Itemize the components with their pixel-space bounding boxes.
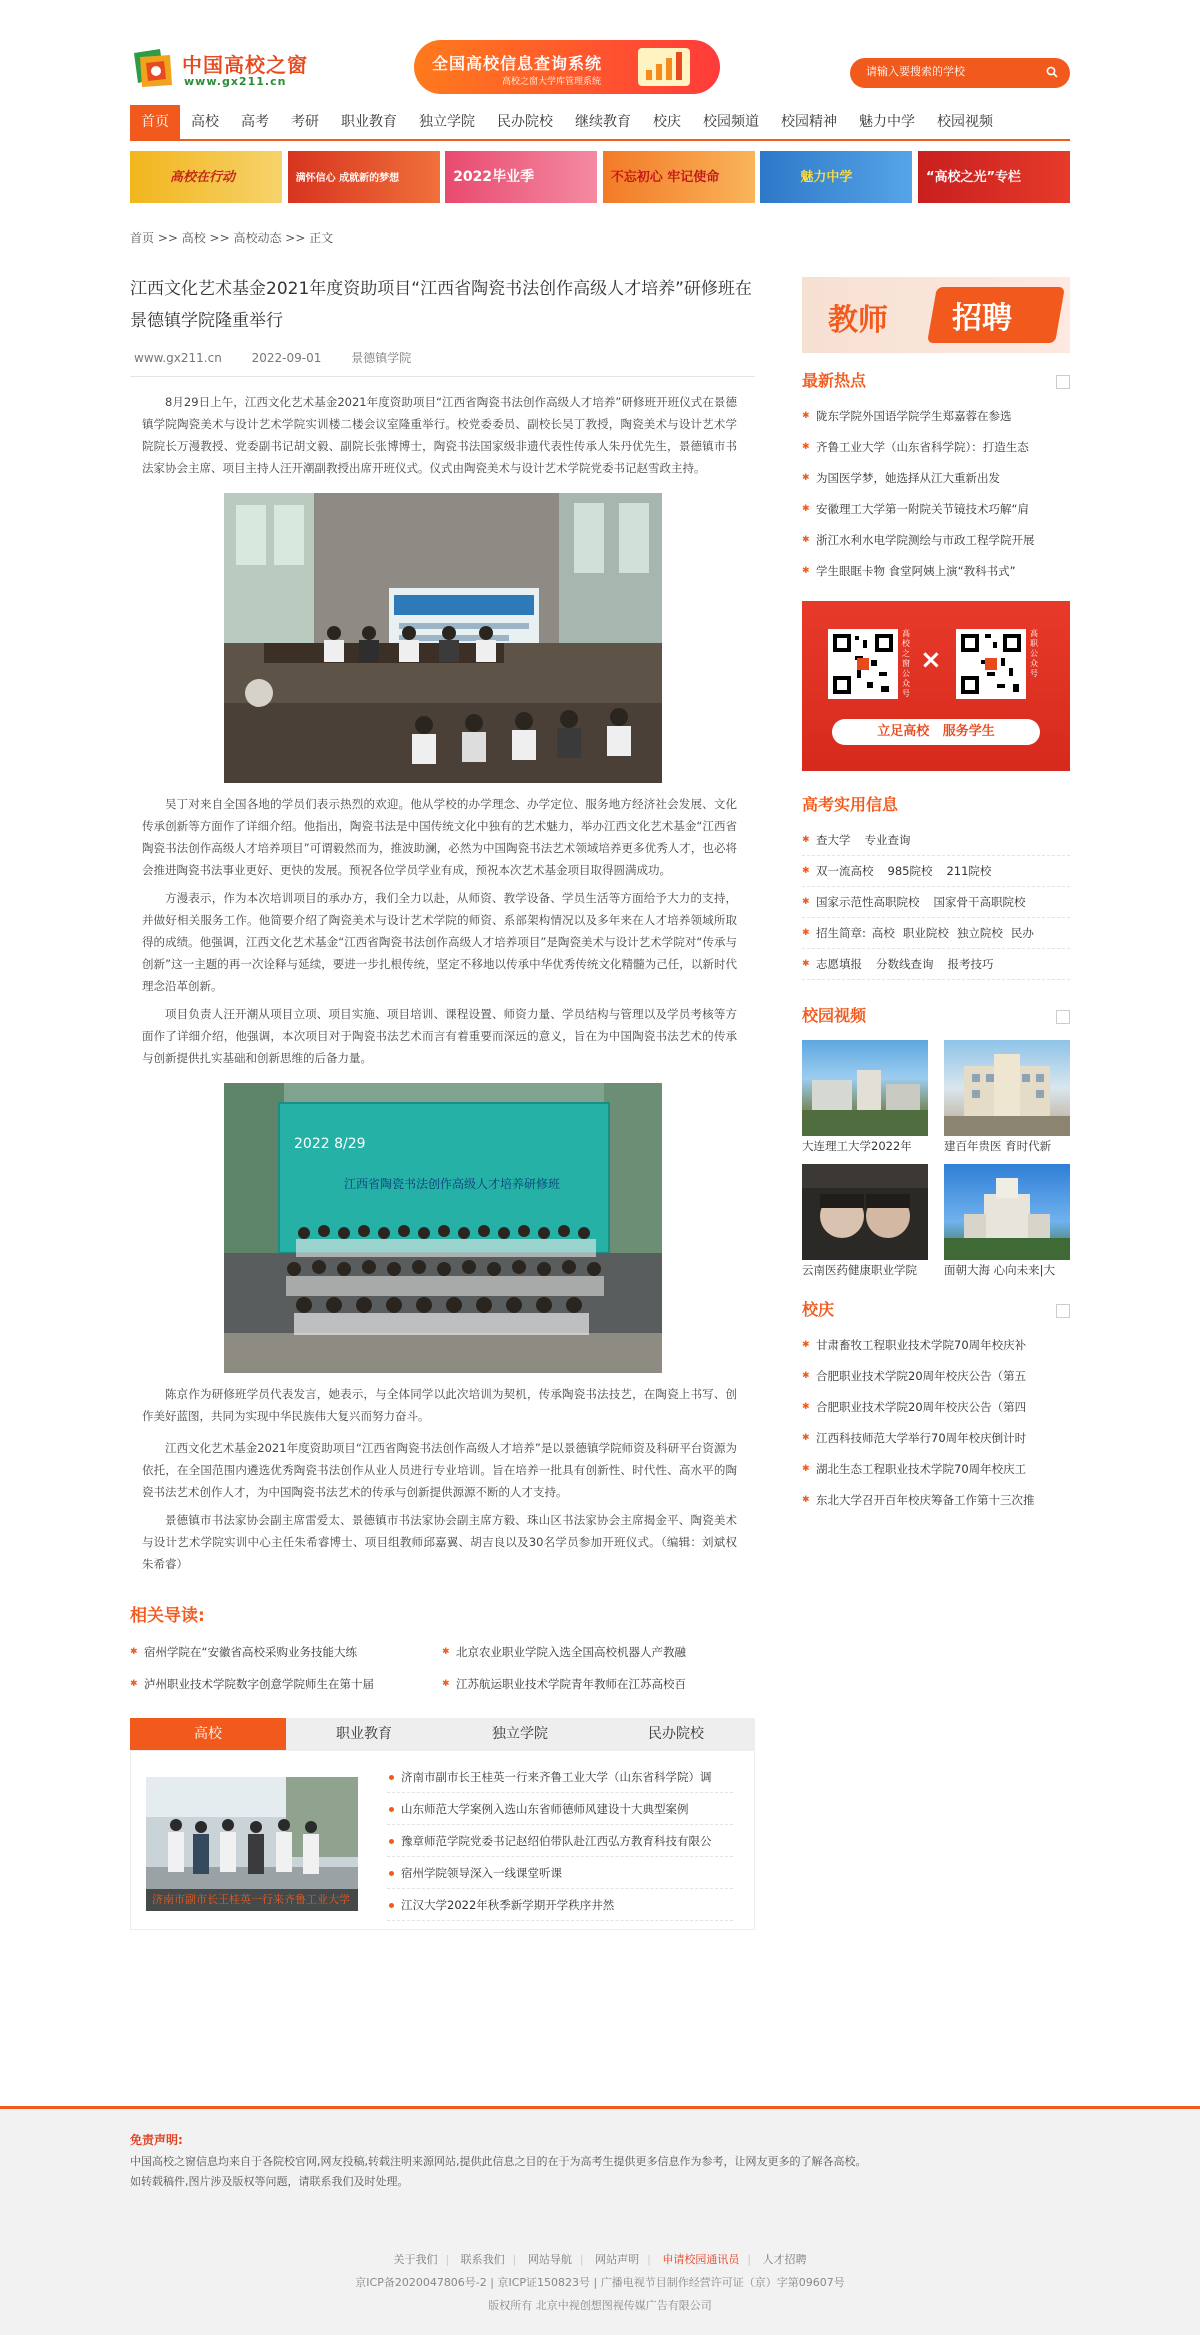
qr-slogan-a: 立足高校 — [877, 724, 930, 739]
teacher-recruit-ad[interactable] — [802, 277, 1070, 353]
anniversary-list — [802, 1330, 1070, 1516]
sidebar — [802, 265, 1070, 1516]
tab-news-list — [387, 1761, 733, 1921]
ad-strip — [130, 151, 1070, 203]
footer-link-statement[interactable]: 网站声明 — [595, 2253, 640, 2266]
list-item[interactable]: ✱ 湖北生态工程职业技术学院70周年校庆工 — [802, 1454, 1070, 1485]
nav-gaoxiao[interactable]: 高校 — [191, 114, 219, 130]
related-reading — [130, 1601, 755, 1700]
hot-news-title: 最新热点 — [802, 371, 867, 390]
tab-feature-image[interactable] — [146, 1777, 358, 1911]
hot-news-list — [802, 401, 1070, 587]
paragraph: 方漫表示，作为本次培训项目的承办方，我们全力以赴，从师资、教学设备、学员生活等方面给予大力的支持，并做好相关服务工作。他简要介绍了陶瓷美术与设计艺术学院的师资、系部架构情况以及多年来在人才培养领域所取得的成绩。他强调，江西文化艺术基金“江西省陶瓷书法创作高级人才培养项目”是陶瓷美术与设计艺术学院对“传承与创新”这一主题的再一次诠释与延续，要进一步扎根传统，坚定不移地以传承中华优秀传统文化精髓为己任，以新时代理念沿革创新。 — [142, 891, 737, 993]
more-icon[interactable] — [1056, 375, 1070, 389]
related-link[interactable]: ✱ 泸州职业技术学院数字创意学院师生在第十届 — [130, 1668, 442, 1700]
list-item[interactable]: ✱ 江西科技师范大学举行70周年校庆倒计时 — [802, 1423, 1070, 1454]
nav-anniversary[interactable]: 校庆 — [653, 114, 681, 130]
logo-url: www.gx211.cn — [184, 75, 287, 88]
gaokao-link[interactable]: 志愿填报 — [816, 957, 862, 971]
list-item[interactable]: ✱ 甘肃畜牧工程职业技术学院70周年校庆补 — [802, 1330, 1070, 1361]
nav-private[interactable]: 民办院校 — [497, 114, 553, 130]
main-column — [130, 265, 755, 1930]
paragraph: 吴丁对来自全国各地的学员们表示热烈的欢迎。他从学校的办学理念、办学定位、服务地方经济社会发展、文化传承创新等方面作了详细介绍。他指出，陶瓷书法是中国传统文化中独有的艺术魅力，举办江西文化艺术基金“江西省陶瓷书法创作高级人才培养项目”可谓毅然而为，推波助澜，必然为中国陶瓷书法艺术领域培养更多优秀人才，也必将会推进陶瓷书法事业更好、更快的发展。预祝各位学员学业有成，预祝本次艺术基金项目取得圆满成功。 — [142, 797, 737, 877]
search-icon[interactable] — [1046, 66, 1058, 78]
ad-recruit-text: 招聘 — [952, 301, 1012, 336]
nav-home[interactable]: 首页 — [130, 105, 180, 139]
related-link[interactable]: ✱ 宿州学院在“安徽省高校采购业务技能大练 — [130, 1636, 442, 1668]
site-header — [130, 0, 1070, 105]
list-item — [802, 887, 1070, 918]
video-thumbnail — [802, 1040, 928, 1136]
list-item[interactable]: ✱ 为国医学梦，她选择从江大重新出发 — [802, 463, 1070, 494]
article-title: 江西文化艺术基金2021年度资助项目“江西省陶瓷书法创作高级人才培养”研修班在景德镇学院隆重举行 — [130, 279, 752, 331]
logo-icon — [130, 47, 176, 89]
gaokao-link[interactable]: 国家骨干高职院校 — [933, 895, 1026, 909]
list-item — [802, 918, 1070, 949]
logo-title: 中国高校之窗 — [182, 53, 308, 77]
banner-title: 全国高校信息查询系统 — [432, 54, 603, 73]
thumb-illustration — [802, 1040, 928, 1136]
footer-link-contact[interactable]: 联系我们 — [460, 2253, 505, 2266]
nav-independent[interactable]: 独立学院 — [419, 114, 475, 130]
video-grid — [802, 1040, 1070, 1288]
ad-banner-3[interactable]: 2022毕业季 — [445, 151, 597, 203]
list-item[interactable]: ✱ 浙江水利水电学院测绘与市政工程学院开展 — [802, 525, 1070, 556]
thumb-illustration — [944, 1040, 1070, 1136]
footer-link-correspondent[interactable]: 申请校园通讯员 — [662, 2253, 740, 2266]
gaokao-link[interactable]: 职业院校 — [902, 926, 949, 940]
disclaimer-title: 免责声明: — [130, 2133, 183, 2147]
list-item[interactable]: ✱ 齐鲁工业大学（山东省科学院）：打造生态 — [802, 432, 1070, 463]
video-title: 云南医药健康职业学院 — [802, 1263, 917, 1277]
article-meta — [130, 349, 755, 377]
gaokao-link[interactable]: 报考技巧 — [947, 957, 994, 971]
article-photo-meeting — [224, 493, 662, 783]
video-thumbnail — [944, 1040, 1070, 1136]
footer-links: 关于我们 | 联系我们 | 网站导航 | 网站声明 | 申请校园通讯员 | 人才招聘 — [393, 2253, 807, 2266]
banner-sign: 江西省陶瓷书法创作高级人才培养研修班 — [343, 1177, 560, 1191]
article-author: 景德镇学院 — [351, 351, 412, 365]
tab-panel — [130, 1750, 755, 1930]
banner-subtitle: 高校之窗大学库管理系统 — [502, 77, 602, 87]
gaokao-info-header — [802, 785, 1070, 825]
paragraph: 景德镇市书法家协会副主席雷爱太、景德镇市书法家协会副主席方毅、珠山区书法家协会主席揭金平、陶瓷美术与设计艺术学院实训中心主任朱希睿博士、项目组教师邱嘉翼、胡吉良以及30名学员参加开班仪式。（编辑：刘斌权 朱希睿） — [142, 1513, 737, 1571]
nav-middle-school[interactable]: 魅力中学 — [859, 114, 915, 130]
paragraph: 陈京作为研修班学员代表发言，她表示，与全体同学以此次培训为契机，传承陶瓷书法技艺，在陶瓷上书写、创作美好蓝图，共同为实现中华民族伟大复兴而努力奋斗。 — [142, 1387, 737, 1423]
gaokao-link[interactable]: 分数线查询 — [876, 957, 934, 971]
article-photo-group — [224, 1083, 662, 1373]
gaokao-link[interactable]: 独立院校 — [956, 926, 1003, 940]
qr-code-right — [956, 629, 1026, 699]
video-title: 面朝大海 心向未来|大 — [944, 1263, 1056, 1277]
query-system-banner[interactable] — [414, 40, 720, 94]
more-icon[interactable] — [1056, 1304, 1070, 1318]
paragraph: 江西文化艺术基金2021年度资助项目“江西省陶瓷书法创作高级人才培养”是以景德镇学院师资及科研平台资源为依托，在全国范围内遴选优秀陶瓷书法创作从业人员进行专业培训。旨在培养一批具有创新性、时代性、高水平的陶瓷书法艺术创作人才，为中国陶瓷书法艺术的传承与创新提供源源不断的人才支持。 — [142, 1441, 737, 1499]
list-item — [802, 856, 1070, 887]
category-tabs — [130, 1718, 755, 1750]
disclaimer-text: 如转载稿件,图片涉及版权等问题，请联系我们及时处理。 — [130, 2175, 409, 2188]
gaokao-link[interactable]: 高校 — [871, 926, 895, 940]
list-item — [802, 949, 1070, 980]
thumb-illustration — [802, 1164, 928, 1260]
video-title: 建百年贵医 育时代新 — [944, 1139, 1052, 1153]
list-item[interactable]: 济南市副市长王桂英一行来齐鲁工业大学（山东省科学院）调 — [387, 1761, 733, 1793]
gaokao-link[interactable]: 国家示范性高职院校 — [816, 895, 920, 909]
gaokao-info-list — [802, 825, 1070, 980]
article-date: 2022-09-01 — [251, 351, 322, 365]
nav-vocational[interactable]: 职业教育 — [341, 114, 397, 130]
banner-date: 2022 8/29 — [293, 1136, 366, 1152]
qr-code-ad[interactable] — [802, 601, 1070, 771]
ad-banner-6[interactable]: “高校之光”专栏 — [918, 151, 1070, 203]
video-card[interactable] — [802, 1164, 928, 1280]
thumb-illustration — [944, 1164, 1070, 1260]
chart-icon — [638, 48, 690, 86]
anniversary-header — [802, 1290, 1070, 1330]
footer-link-about[interactable]: 关于我们 — [393, 2253, 438, 2266]
search-box — [850, 58, 1070, 88]
campus-video-header — [802, 996, 1070, 1036]
ad-banner-4[interactable]: 不忘初心 牢记使命 — [603, 151, 755, 203]
qr-code-left — [828, 629, 898, 699]
qr-left-label: 高校之窗公众号 — [902, 629, 910, 698]
gaokao-link[interactable]: 211院校 — [946, 864, 992, 878]
article-body — [130, 391, 755, 1575]
list-item[interactable]: 宿州学院领导深入一线课堂听课 — [387, 1857, 733, 1889]
list-item[interactable]: ✱ 合肥职业技术学院20周年校庆公告（第四 — [802, 1392, 1070, 1423]
footer-link-jobs[interactable]: 人才招聘 — [762, 2253, 807, 2266]
list-item[interactable]: ✱ 安徽理工大学第一附院关节镜技术巧解“肩 — [802, 494, 1070, 525]
copyright: 版权所有 北京中视创想图视传媒广告有限公司 — [488, 2299, 712, 2312]
gaokao-link[interactable]: 双一流高校 — [816, 864, 874, 878]
paragraph: 8月29日上午，江西文化艺术基金2021年度资助项目“江西省陶瓷书法创作高级人才培养”研修班开班仪式在景德镇学院陶瓷美术与设计艺术学院实训楼二楼会议室隆重举行。校党委委员、副校长吴丁教授，陶瓷美术与设计艺术学院院长万漫教授、党委副书记胡文毅、副院长张博博士，陶瓷书法国家级非遗代表性传承人朱丹优先生，景德镇市书法家协会主席、项目主持人汪开潮副教授出席开班仪式。仪式由陶瓷美术与设计艺术学院党委书记赵雪政主持。 — [142, 395, 737, 475]
video-thumbnail — [944, 1164, 1070, 1260]
ad-banner-2[interactable]: 满怀信心 成就新的梦想 — [288, 151, 440, 203]
ad-teacher-text: 教师 — [828, 303, 888, 338]
list-item[interactable]: 豫章师范学院党委书记赵绍伯带队赴江西弘方教育科技有限公 — [387, 1825, 733, 1857]
nav-campus-video[interactable]: 校园视频 — [937, 114, 993, 130]
campus-video-title: 校园视频 — [802, 1006, 867, 1025]
list-item[interactable]: 山东师范大学案例入选山东省师德师风建设十大典型案例 — [387, 1793, 733, 1825]
qr-icon — [831, 632, 895, 696]
nav-campus-spirit[interactable]: 校园精神 — [781, 114, 837, 130]
related-list — [130, 1636, 755, 1700]
video-card[interactable] — [944, 1040, 1070, 1156]
nav-kaoyan[interactable]: 考研 — [291, 114, 319, 130]
tab-independent[interactable]: 独立学院 — [492, 1726, 548, 1742]
meeting-photo-illustration — [224, 493, 662, 783]
related-title: 相关导读: — [130, 1606, 205, 1626]
main-nav — [130, 105, 1070, 141]
ad-banner-5[interactable]: 魅力中学 — [760, 151, 912, 203]
icp-info: 京ICP备2020047806号-2 | 京ICP证150823号 | 广播电视节目制作经营许可证（京）字第09607号 — [355, 2276, 845, 2289]
video-card[interactable] — [944, 1164, 1070, 1280]
list-item[interactable]: ✱ 合肥职业技术学院20周年校庆公告（第五 — [802, 1361, 1070, 1392]
related-link[interactable]: ✱ 北京农业职业学院入选全国高校机器人产教融 — [442, 1636, 754, 1668]
qr-icon — [959, 632, 1023, 696]
video-thumbnail — [802, 1164, 928, 1260]
more-icon[interactable] — [1056, 1010, 1070, 1024]
list-item[interactable]: ✱ 东北大学召开百年校庆筹备工作第十三次推 — [802, 1485, 1070, 1516]
paragraph: 项目负责人汪开潮从项目立项、项目实施、项目培训、课程设置、师资力量、学员结构与管理以及学员考核等方面作了详细介绍，他强调，本次项目对于陶瓷书法艺术而言有着重要而深远的意义，旨在为中国陶瓷书法艺术的传承与创新提供扎实基础和创新思维的后备力量。 — [142, 1007, 737, 1065]
qr-right-label: 高职公众号 — [1030, 629, 1038, 678]
gaokao-info-title: 高考实用信息 — [802, 795, 899, 814]
related-link[interactable]: ✱ 江苏航运职业技术学院青年教师在江苏高校百 — [442, 1668, 754, 1700]
list-item[interactable]: ✱ 陇东学院外国语学院学生郑嘉蓉在参选 — [802, 401, 1070, 432]
breadcrumb[interactable]: 首页 >> 高校 >> 高校动态 >> 正文 — [130, 231, 334, 245]
gaokao-link[interactable]: 查大学 — [816, 833, 851, 847]
group-photo-illustration — [224, 1083, 662, 1373]
disclaimer-text: 中国高校之窗信息均来自于各院校官网,网友投稿,转载注明来源网站,提供此信息之目的在于为高考生提供更多信息作为参考，让网友更多的了解各高校。 — [130, 2155, 867, 2168]
tab-vocational[interactable]: 职业教育 — [336, 1726, 392, 1742]
list-item[interactable]: 江汉大学2022年秋季新学期开学秩序井然 — [387, 1889, 733, 1921]
site-footer — [0, 2106, 1200, 2335]
nav-gaokao[interactable]: 高考 — [241, 114, 269, 130]
hot-news-header — [802, 361, 1070, 401]
list-item — [802, 825, 1070, 856]
ad-banner-1[interactable]: 高校在行动 — [130, 151, 282, 203]
qr-slogan — [832, 719, 1040, 745]
site-logo[interactable] — [130, 45, 315, 95]
gaokao-link[interactable]: 民办 — [1010, 926, 1034, 940]
video-card[interactable] — [802, 1040, 928, 1156]
qr-slogan-b: 服务学生 — [942, 724, 995, 739]
search-input[interactable] — [866, 65, 1036, 78]
tab-gaoxiao[interactable]: 高校 — [130, 1718, 286, 1750]
gaokao-link[interactable]: 985院校 — [887, 864, 933, 878]
anniversary-title: 校庆 — [802, 1300, 835, 1319]
nav-continuing[interactable]: 继续教育 — [575, 114, 631, 130]
video-title: 大连理工大学2022年 — [802, 1139, 912, 1153]
tab-private[interactable]: 民办院校 — [648, 1726, 704, 1742]
footer-link-sitemap[interactable]: 网站导航 — [527, 2253, 572, 2266]
gaokao-link[interactable]: 专业查询 — [864, 833, 911, 847]
list-item[interactable]: ✱ 学生眼眶卡物 食堂阿姨上演“教科书式” — [802, 556, 1070, 587]
feature-caption: 济南市副市长王桂英一行来齐鲁工业大学 — [146, 1889, 358, 1911]
nav-campus-channel[interactable]: 校园频道 — [703, 114, 759, 130]
cross-icon: × — [920, 645, 942, 675]
article-source: www.gx211.cn — [134, 351, 222, 365]
gaokao-link[interactable]: 招生简章: — [816, 926, 866, 940]
